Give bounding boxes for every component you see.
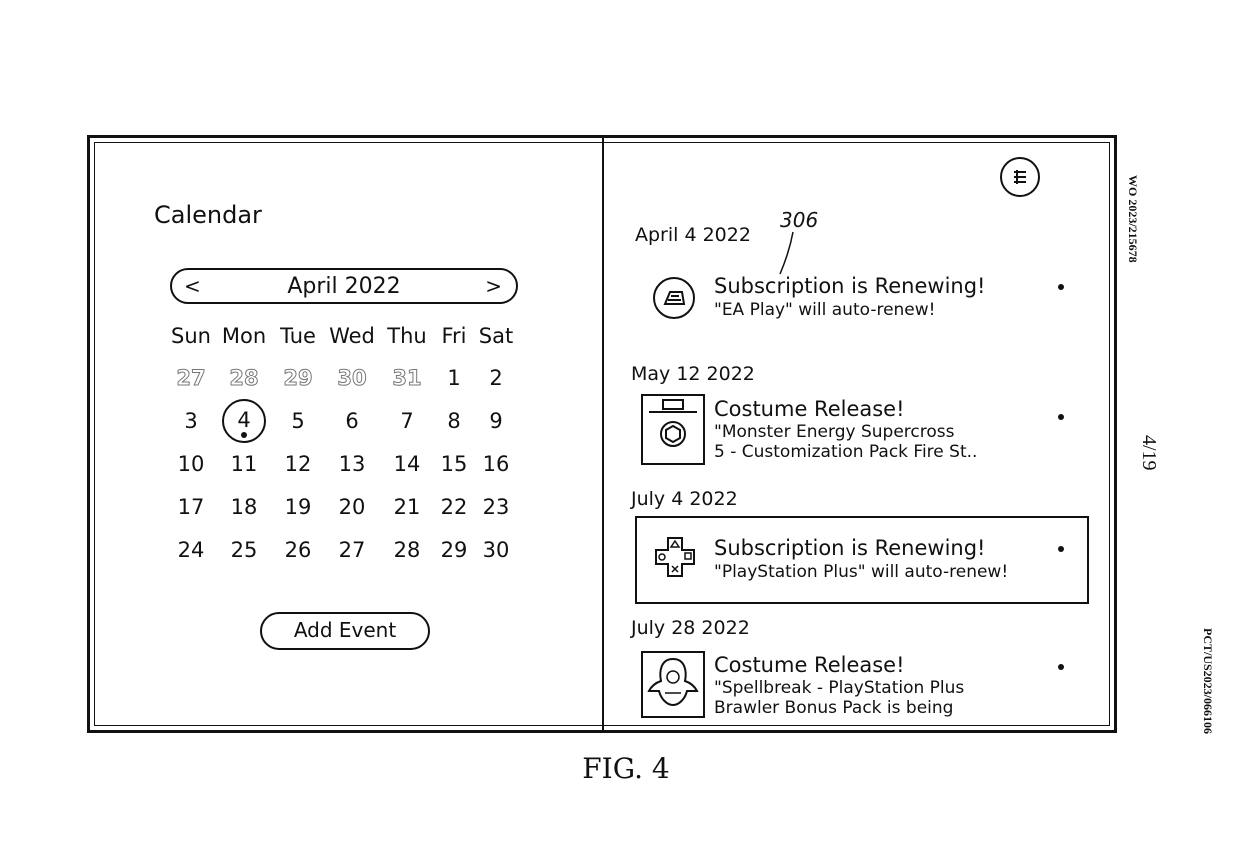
reference-numeral: 306 — [780, 208, 819, 232]
application-number: PCT/US2023/066106 — [1201, 628, 1215, 735]
calendar-day[interactable]: 16 — [482, 451, 510, 476]
weekday-sat: Sat — [478, 324, 514, 348]
calendar-day[interactable]: 17 — [177, 494, 205, 519]
calendar-day-prev-month[interactable]: 29 — [283, 365, 313, 390]
calendar-day[interactable]: 3 — [184, 408, 198, 433]
calendar-day[interactable]: 7 — [400, 408, 414, 433]
calendar-day[interactable]: 13 — [338, 451, 366, 476]
calendar-day[interactable]: 29 — [440, 537, 468, 562]
weekday-sun: Sun — [171, 324, 211, 348]
calendar-day[interactable]: 10 — [177, 451, 205, 476]
calendar-day[interactable]: 8 — [447, 408, 461, 433]
event-options-dot[interactable] — [1058, 284, 1064, 290]
event-title: Costume Release! — [714, 397, 905, 421]
event-description: "Spellbreak - PlayStation Plus — [714, 678, 965, 698]
calendar-day[interactable]: 26 — [284, 537, 312, 562]
event-date: July 28 2022 — [631, 617, 750, 639]
event-highlight-box[interactable] — [635, 516, 1089, 604]
publication-number: WO 2023/215678 — [1126, 175, 1140, 263]
weekday-thu: Thu — [387, 324, 427, 348]
next-month-button[interactable]: > — [485, 274, 502, 298]
event-description: Brawler Bonus Pack is being — [714, 698, 954, 718]
calendar-day[interactable]: 11 — [230, 451, 258, 476]
weekday-mon: Mon — [221, 324, 267, 348]
calendar-day[interactable]: 27 — [338, 537, 366, 562]
weekday-wed: Wed — [329, 324, 375, 348]
event-date: July 4 2022 — [631, 488, 738, 510]
calendar-day[interactable]: 25 — [230, 537, 258, 562]
event-description: "EA Play" will auto-renew! — [714, 300, 936, 320]
event-description: 5 - Customization Pack Fire St.. — [714, 442, 978, 462]
calendar-day[interactable]: 21 — [393, 494, 421, 519]
calendar-title: Calendar — [154, 201, 262, 229]
reference-leader-line — [90, 138, 1114, 730]
playstation-plus-icon — [650, 532, 700, 582]
event-date: May 12 2022 — [631, 363, 755, 385]
calendar-day[interactable]: 6 — [345, 408, 359, 433]
event-title: Subscription is Renewing! — [714, 536, 986, 560]
calendar-day[interactable]: 20 — [338, 494, 366, 519]
calendar-day[interactable]: 12 — [284, 451, 312, 476]
selected-day-number: 4 — [237, 407, 251, 432]
event-options-dot[interactable] — [1058, 546, 1064, 552]
calendar-day[interactable]: 19 — [284, 494, 312, 519]
previous-month-button[interactable]: < — [184, 274, 201, 298]
calendar-day[interactable]: 9 — [489, 408, 503, 433]
spellbreak-thumbnail-icon — [641, 651, 705, 718]
figure-label: FIG. 4 — [582, 752, 670, 785]
costume-thumbnail-icon — [641, 394, 705, 465]
calendar-day[interactable]: 18 — [230, 494, 258, 519]
calendar-day[interactable]: 2 — [489, 365, 503, 390]
calendar-day[interactable]: 22 — [440, 494, 468, 519]
event-description: "PlayStation Plus" will auto-renew! — [714, 562, 1009, 582]
calendar-day[interactable]: 15 — [440, 451, 468, 476]
calendar-day-prev-month[interactable]: 30 — [337, 365, 367, 390]
calendar-day[interactable]: 23 — [482, 494, 510, 519]
event-title: Costume Release! — [714, 653, 905, 677]
calendar-day[interactable]: 28 — [393, 537, 421, 562]
ea-play-icon — [653, 277, 695, 319]
event-description: "Monster Energy Supercross — [714, 422, 955, 442]
weekday-fri: Fri — [441, 324, 467, 348]
calendar-day[interactable]: 5 — [291, 408, 305, 433]
month-label: April 2022 — [287, 274, 401, 299]
weekday-tue: Tue — [280, 324, 316, 348]
calendar-day-prev-month[interactable]: 27 — [176, 365, 206, 390]
calendar-day[interactable]: 24 — [177, 537, 205, 562]
event-options-dot[interactable] — [1058, 414, 1064, 420]
calendar-day-prev-month[interactable]: 28 — [229, 365, 259, 390]
calendar-window — [87, 135, 1117, 733]
event-date: April 4 2022 — [635, 224, 751, 246]
calendar-day[interactable]: 14 — [393, 451, 421, 476]
calendar-day[interactable]: 1 — [447, 365, 461, 390]
calendar-day[interactable]: 30 — [482, 537, 510, 562]
calendar-day-prev-month[interactable]: 31 — [392, 365, 422, 390]
event-options-dot[interactable] — [1058, 664, 1064, 670]
sheet-number: 4/19 — [1138, 435, 1160, 471]
add-event-button[interactable]: Add Event — [260, 612, 430, 650]
event-title: Subscription is Renewing! — [714, 274, 986, 298]
